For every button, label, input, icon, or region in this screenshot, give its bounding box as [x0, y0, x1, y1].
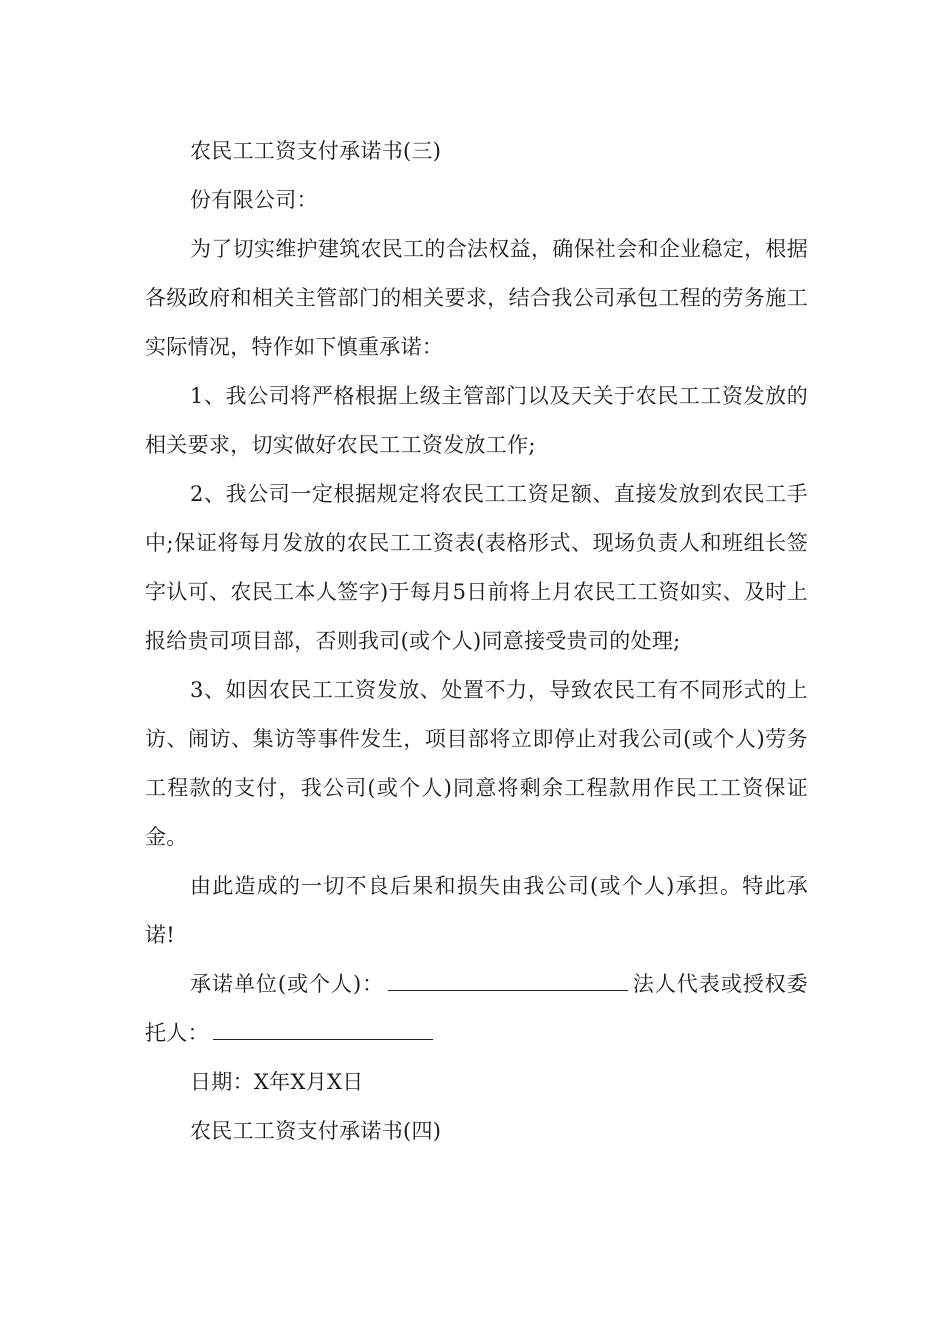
commitment-item-2: 2、我公司一定根据规定将农民工工资足额、直接发放到农民工手中;保证将每月发放的农民工工资表(表格形式、现场负责人和班组长签字认可、农民工本人签字)于每月5日前将上月农民工工资如实、及时上报给贵司项目部，否则我司(或个人)同意接受贵司的处理;	[145, 482, 808, 653]
commitment-item-1: 1、我公司将严格根据上级主管部门以及天关于农民工工资发放的相关要求，切实做好农民工工资发放工作;	[145, 384, 808, 457]
date-line: 日期：X年X月X日	[190, 1070, 364, 1094]
signature-line	[145, 960, 808, 1058]
sign-unit-blank	[388, 969, 628, 991]
sign-agent-label: 法人代表或授权委托人：	[145, 972, 808, 1045]
intro-paragraph: 为了切实维护建筑农民工的合法权益，确保社会和企业稳定，根据各级政府和相关主管部门的相关要求，结合我公司承包工程的劳务施工实际情况，特作如下慎重承诺：	[145, 237, 808, 359]
section-title-3: 农民工工资支付承诺书(三)	[190, 139, 442, 163]
sign-agent-blank	[213, 1018, 433, 1040]
closing-paragraph: 由此造成的一切不良后果和损失由我公司(或个人)承担。特此承诺!	[145, 874, 808, 947]
commitment-item-3: 3、如因农民工工资发放、处置不力，导致农民工有不同形式的上访、闹访、集访等事件发生，项目部将立即停止对我公司(或个人)劳务工程款的支付，我公司(或个人)同意将剩余工程款用作民工工资保证金。	[145, 678, 808, 849]
salutation: 份有限公司：	[190, 188, 318, 212]
section-title-4: 农民工工资支付承诺书(四)	[190, 1119, 442, 1143]
sign-unit-label: 承诺单位(或个人)：	[190, 972, 385, 996]
document-body	[145, 127, 808, 1156]
